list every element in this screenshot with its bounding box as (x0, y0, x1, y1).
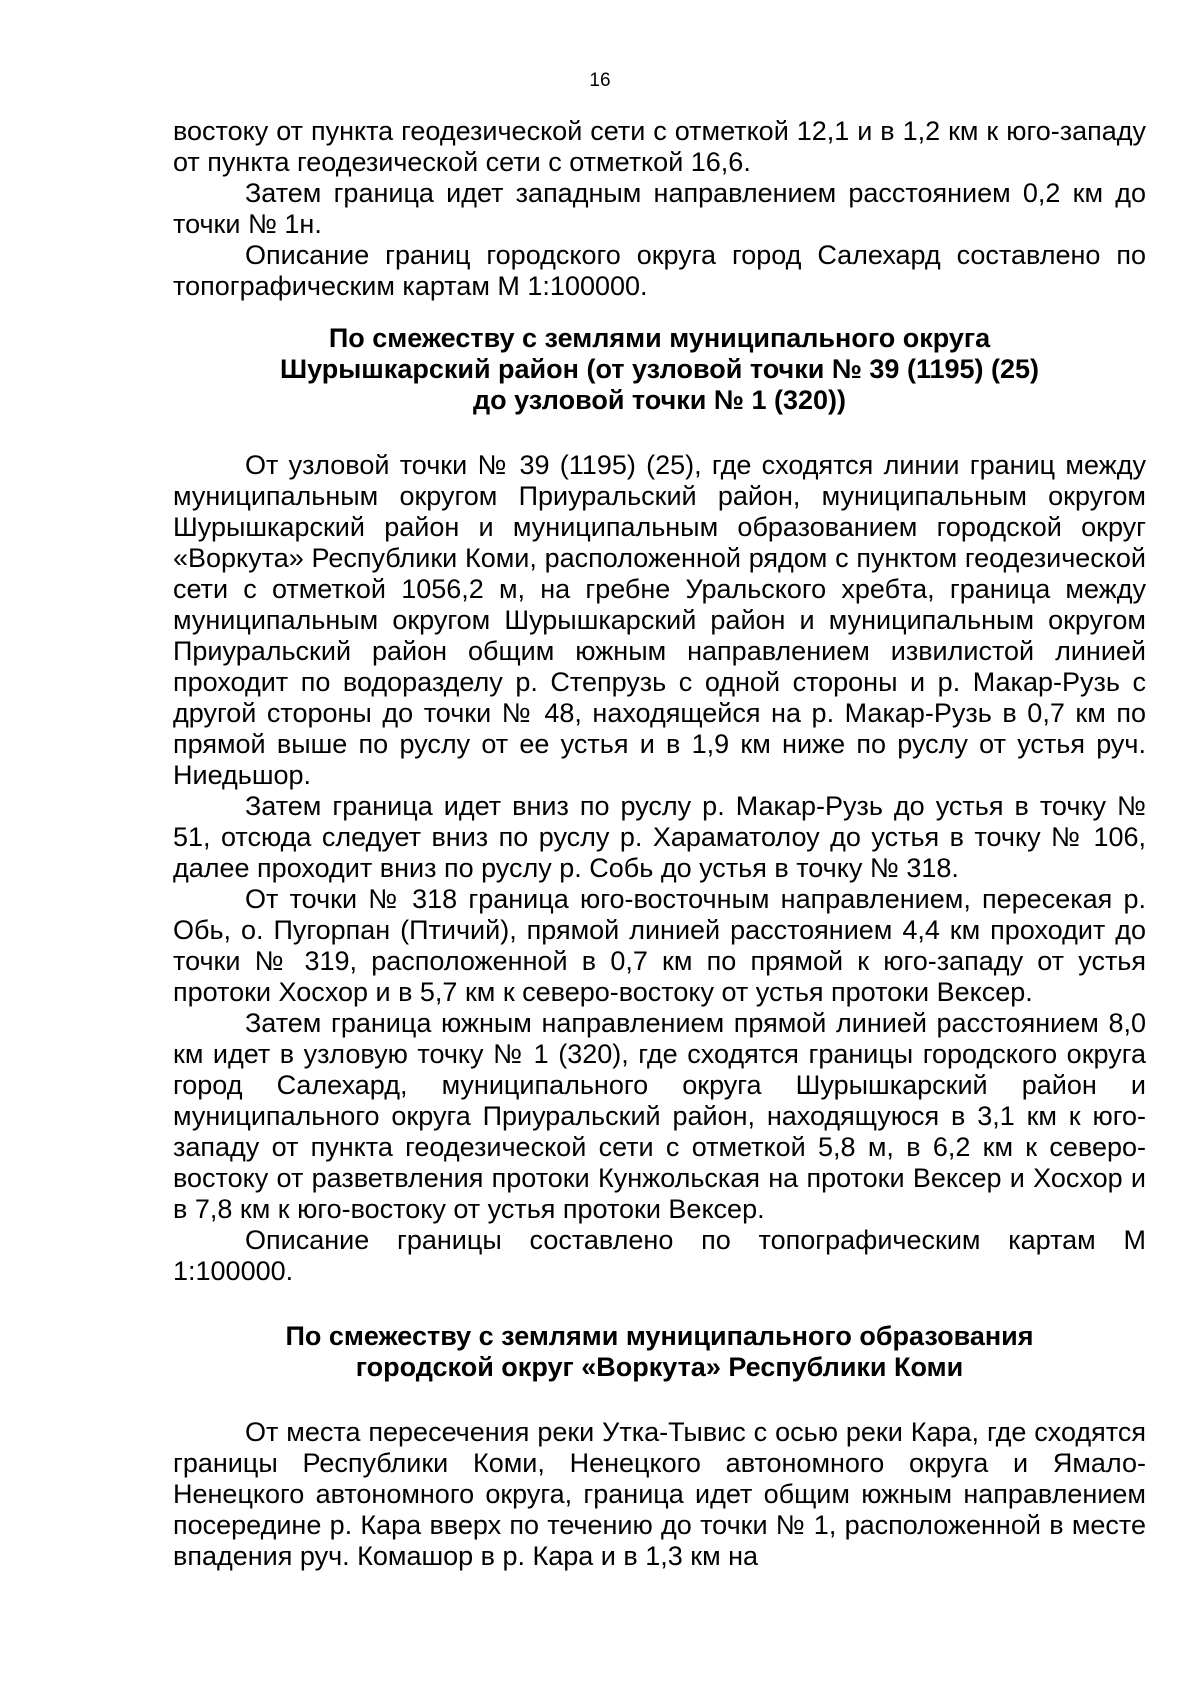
paragraph: Затем граница идет вниз по руслу р. Макар-Рузь до устья в точку № 51, отсюда следует вниз по руслу р. Хараматолоу до устья в точку № 106, далее проходит вниз по руслу р. Собь до устья в точку № 318. (173, 791, 1146, 883)
document-body (173, 116, 1146, 1572)
section-heading-line: По смежеству с землями муниципального округа (328, 323, 991, 353)
section-heading-line: городской округ «Воркута» Республики Коми (355, 1352, 964, 1382)
paragraph: От точки № 318 граница юго-восточным направлением, пересекая р. Обь, о. Пугорпан (Птичий), прямой линией расстоянием 4,4 км проходит до точки № 319, расположенной в 0,7 км по прямой к юго-западу от устья протоки Хосхор и в 5,7 км к северо-востоку от устья протоки Вексер. (173, 884, 1146, 1007)
section-heading (173, 1321, 1146, 1383)
paragraph: Затем граница идет западным направлением расстоянием 0,2 км до точки № 1н. (173, 178, 1146, 239)
section-heading-line: По смежеству с землями муниципального образования (285, 1321, 1034, 1351)
section-heading-line: Шурышкарский район (от узловой точки № 39 (1195) (25) (279, 354, 1040, 384)
paragraph: Затем граница южным направлением прямой линией расстоянием 8,0 км идет в узловую точку № 1 (320), где сходятся границы городского округа город Салехард, муниципального округа Шурышкарский район и муниципального округа Приуральский район, находящуюся в 3,1 км к юго-западу от пункта геодезической сети с отметкой 5,8 м, в 6,2 км к северо-востоку от разветвления протоки Кунжольская на протоки Вексер и Хосхор и в 7,8 км к юго-востоку от устья протоки Вексер. (173, 1008, 1146, 1224)
section-heading-line: до узловой точки № 1 (320)) (472, 385, 847, 415)
paragraph: Описание границы составлено по топографическим картам М 1:100000. (173, 1225, 1146, 1286)
paragraph-continuation: востоку от пункта геодезической сети с отметкой 12,1 и в 1,2 км к юго-западу от пункта геодезической сети с отметкой 16,6. (173, 116, 1146, 177)
paragraph: От места пересечения реки Утка-Тывис с осью реки Кара, где сходятся границы Республики Коми, Ненецкого автономного округа и Ямало-Ненецкого автономного округа, граница идет общим южным направлением посередине р. Кара вверх по течению до точки № 1, расположенной в месте впадения руч. Комашор в р. Кара и в 1,3 км на (173, 1417, 1146, 1571)
page-number: 16 (589, 70, 611, 91)
paragraph: От узловой точки № 39 (1195) (25), где сходятся линии границ между муниципальным округом Приуральский район, муниципальным округом Шурышкарский район и муниципальным образованием городской округ «Воркута» Республики Коми, расположенной рядом с пунктом геодезической сети с отметкой 1056,2 м, на гребне Уральского хребта, граница между муниципальным округом Шурышкарский район и муниципальным округом Приуральский район общим южным направлением извилистой линией проходит по водоразделу р. Степрузь с одной стороны и р. Макар-Рузь с другой стороны до точки № 48, находящейся на р. Макар-Рузь в 0,7 км по прямой выше по руслу от ее устья и в 1,9 км ниже по руслу от устья руч. Ниедьшор. (173, 450, 1146, 790)
section-heading (173, 323, 1146, 416)
paragraph: Описание границ городского округа город Салехард составлено по топографическим картам М 1:100000. (173, 240, 1146, 301)
